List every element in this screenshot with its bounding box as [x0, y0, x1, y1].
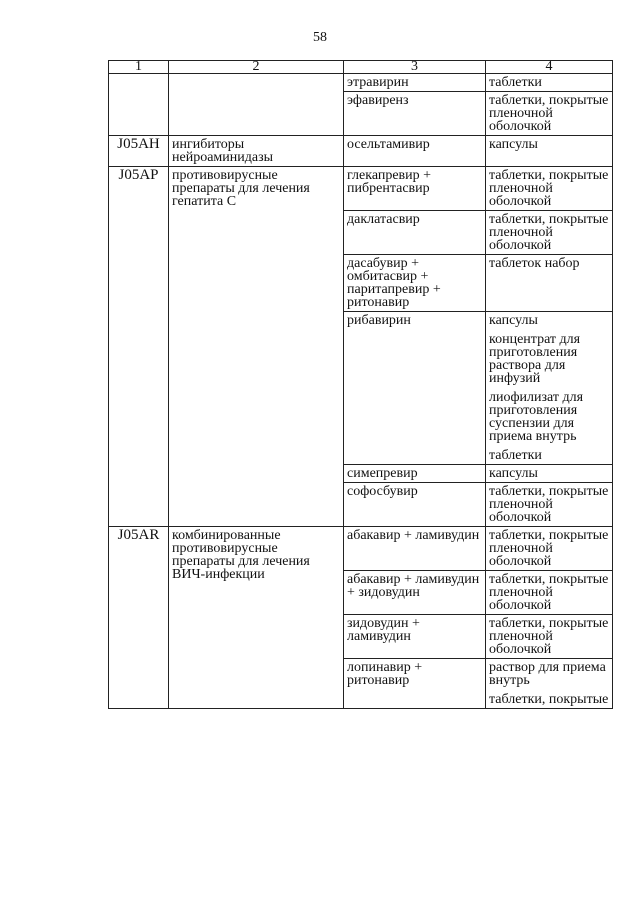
form-entry: капсулы: [489, 313, 538, 328]
group-cell: противовирусные препараты для лечения гепатита С: [169, 167, 344, 527]
page-number: 58: [313, 30, 327, 45]
form-entry: таблетки, покрытые: [489, 692, 609, 707]
header-row: [109, 61, 613, 74]
atc-code-cell: J05AH: [109, 136, 169, 167]
atc-code-cell: J05AR: [109, 527, 169, 709]
form-cell: таблетки: [486, 74, 613, 92]
column-header-3: 3: [344, 61, 486, 74]
form-entry: лиофилизат для приготовления суспензии для приема внутрь: [489, 390, 584, 444]
drug-cell: эфавиренз: [344, 92, 486, 136]
group-cell: комбинированные противовирусные препараты для лечения ВИЧ-инфекции: [169, 527, 344, 709]
form-entry: таблетки: [489, 448, 542, 463]
drug-cell: рибавирин: [344, 312, 486, 465]
table-row: [109, 167, 613, 211]
table-row: [109, 74, 613, 92]
form-cell: таблетки, покрытые пленочной оболочкой: [486, 615, 613, 659]
group-cell: [169, 74, 344, 136]
form-cell: таблетки, покрытые пленочной оболочкой: [486, 92, 613, 136]
column-header-1: 1: [109, 61, 169, 74]
drug-cell: софосбувир: [344, 483, 486, 527]
form-cell: таблеток набор: [486, 255, 613, 312]
atc-code-cell: J05AP: [109, 167, 169, 527]
drug-cell: абакавир + ламивудин: [344, 527, 486, 571]
drug-cell: этравирин: [344, 74, 486, 92]
group-cell: ингибиторы нейроаминидазы: [169, 136, 344, 167]
drug-cell: дасабувир + омбитасвир + паритапревир + ритонавир: [344, 255, 486, 312]
column-header-2: 2: [169, 61, 344, 74]
table-row: [109, 527, 613, 571]
form-cell: таблетки, покрытые пленочной оболочкой: [486, 483, 613, 527]
form-cell: таблетки, покрытые пленочной оболочкой: [486, 571, 613, 615]
table-row: [109, 136, 613, 167]
column-header-4: 4: [486, 61, 613, 74]
form-cell: капсулы: [486, 136, 613, 167]
form-cell: таблетки, покрытые пленочной оболочкой: [486, 527, 613, 571]
drug-cell: глекапревир + пибрентасвир: [344, 167, 486, 211]
form-cell: [486, 659, 613, 709]
atc-code-cell: [109, 74, 169, 136]
drug-cell: симепревир: [344, 465, 486, 483]
form-entry: раствор для приема внутрь: [489, 660, 606, 688]
form-cell: [486, 312, 613, 465]
drug-table: [108, 60, 613, 709]
drug-cell: абакавир + ламивудин + зидовудин: [344, 571, 486, 615]
form-cell: таблетки, покрытые пленочной оболочкой: [486, 167, 613, 211]
form-cell: таблетки, покрытые пленочной оболочкой: [486, 211, 613, 255]
drug-cell: зидовудин + ламивудин: [344, 615, 486, 659]
drug-cell: даклатасвир: [344, 211, 486, 255]
drug-cell: осельтамивир: [344, 136, 486, 167]
form-cell: капсулы: [486, 465, 613, 483]
drug-cell: лопинавир + ритонавир: [344, 659, 486, 709]
form-entry: концентрат для приготовления раствора для инфузий: [489, 332, 581, 386]
